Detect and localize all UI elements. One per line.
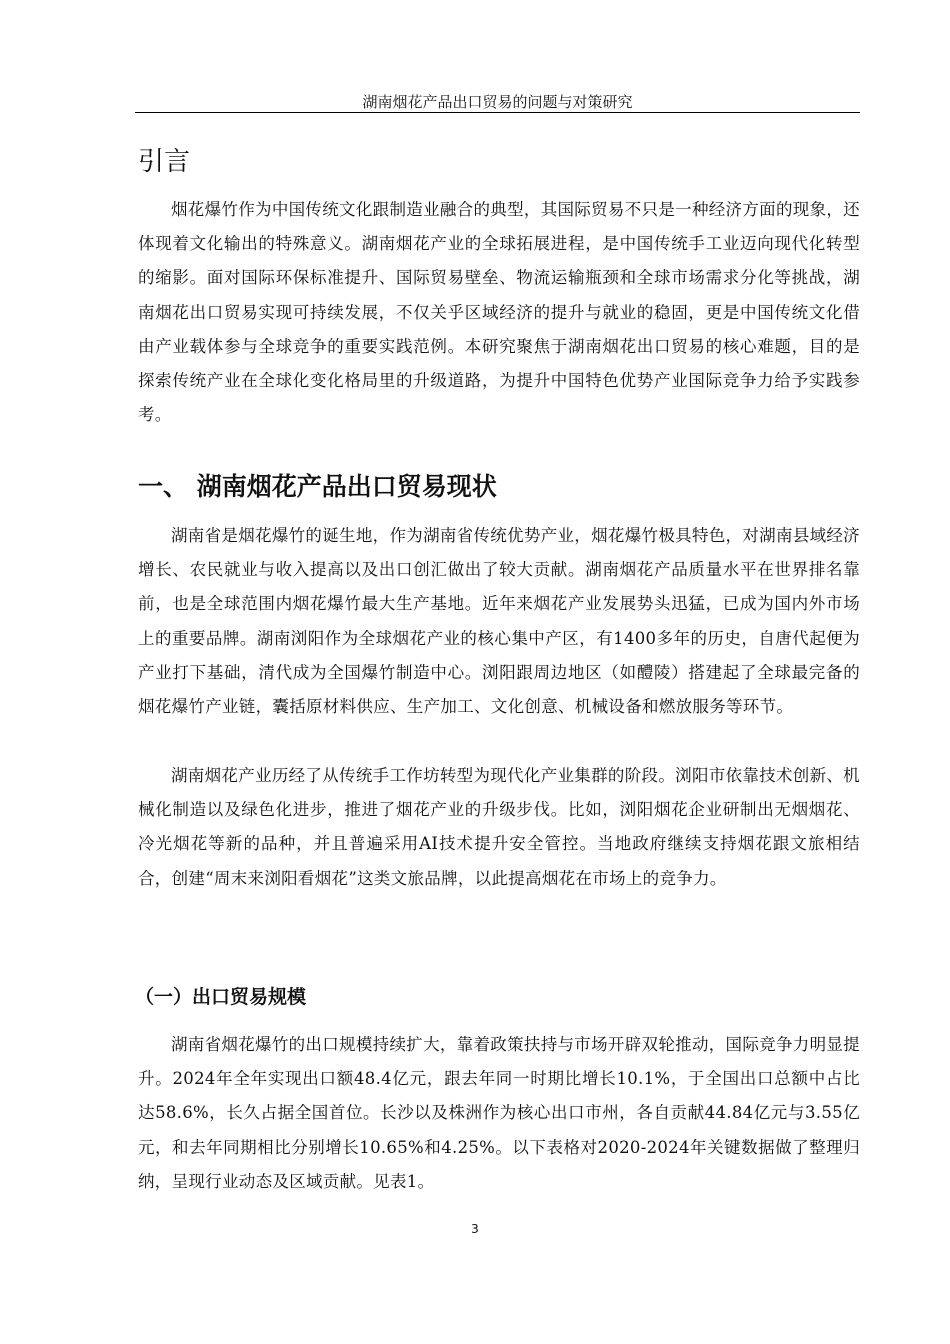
heading-chapter-1: 一、 湖南烟花产品出口贸易现状: [138, 472, 497, 501]
page-number: 3: [471, 1222, 479, 1236]
heading-section-1-1: （一）出口贸易规模: [135, 986, 307, 1008]
paragraph-chapter1-2: 湖南烟花产业历经了从传统手工作坊转型为现代化产业集群的阶段。浏阳市依靠技术创新、机械化制造以及绿色化进步，推进了烟花产业的升级步伐。比如，浏阳烟花企业研制出无烟烟花、冷光烟花等新的品种，并且普遍采用AI技术提升安全管控。当地政府继续支持烟花跟文旅相结合，创建“周末来浏阳看烟花”这类文旅品牌，以此提高烟花在市场上的竞争力。: [138, 766, 860, 888]
paragraph-section1-1: 湖南省烟花爆竹的出口规模持续扩大，靠着政策扶持与市场开辟双轮推动，国际竞争力明显提升。2024年全年实现出口额48.4亿元，跟去年同一时期比增长10.1%，于全国出口总额中占比达58.6%，长久占据全国首位。长沙以及株洲作为核心出口市州，各自贡献44.84亿元与3.55亿元，和去年同期相比分别增长10.65%和4.25%。以下表格对2020-2024年关键数据做了整理归纳，呈现行业动态及区域贡献。见表1。: [138, 1035, 860, 1191]
header-rule: [135, 112, 860, 113]
paragraph-chapter1-1: 湖南省是烟花爆竹的诞生地，作为湖南省传统优势产业，烟花爆竹极具特色，对湖南县域经济增长、农民就业与收入提高以及出口创汇做出了较大贡献。湖南烟花产品质量水平在世界排名靠前，也是全球范围内烟花爆竹最大生产基地。近年来烟花产业发展势头迅猛，已成为国内外市场上的重要品牌。湖南浏阳作为全球烟花产业的核心集中产区，有1400多年的历史，自唐代起便为产业打下基础，清代成为全国爆竹制造中心。浏阳跟周边地区（如醴陵）搭建起了全球最完备的烟花爆竹产业链，囊括原材料供应、生产加工、文化创意、机械设备和燃放服务等环节。: [138, 526, 860, 717]
heading-intro: 引言: [138, 147, 191, 177]
paragraph-intro-1: 烟花爆竹作为中国传统文化跟制造业融合的典型，其国际贸易不只是一种经济方面的现象，还体现着文化输出的特殊意义。湖南烟花产业的全球拓展进程，是中国传统手工业迈向现代化转型的缩影。面对国际环保标准提升、国际贸易壁垒、物流运输瓶颈和全球市场需求分化等挑战，湖南烟花出口贸易实现可持续发展，不仅关乎区域经济的提升与就业的稳固，更是中国传统文化借由产业载体参与全球竞争的重要实践范例。本研究聚焦于湖南烟花出口贸易的核心难题，目的是探索传统产业在全球化变化格局里的升级道路，为提升中国特色优势产业国际竞争力给予实践参考。: [138, 200, 860, 425]
running-header: 湖南烟花产品出口贸易的问题与对策研究: [362, 93, 633, 111]
